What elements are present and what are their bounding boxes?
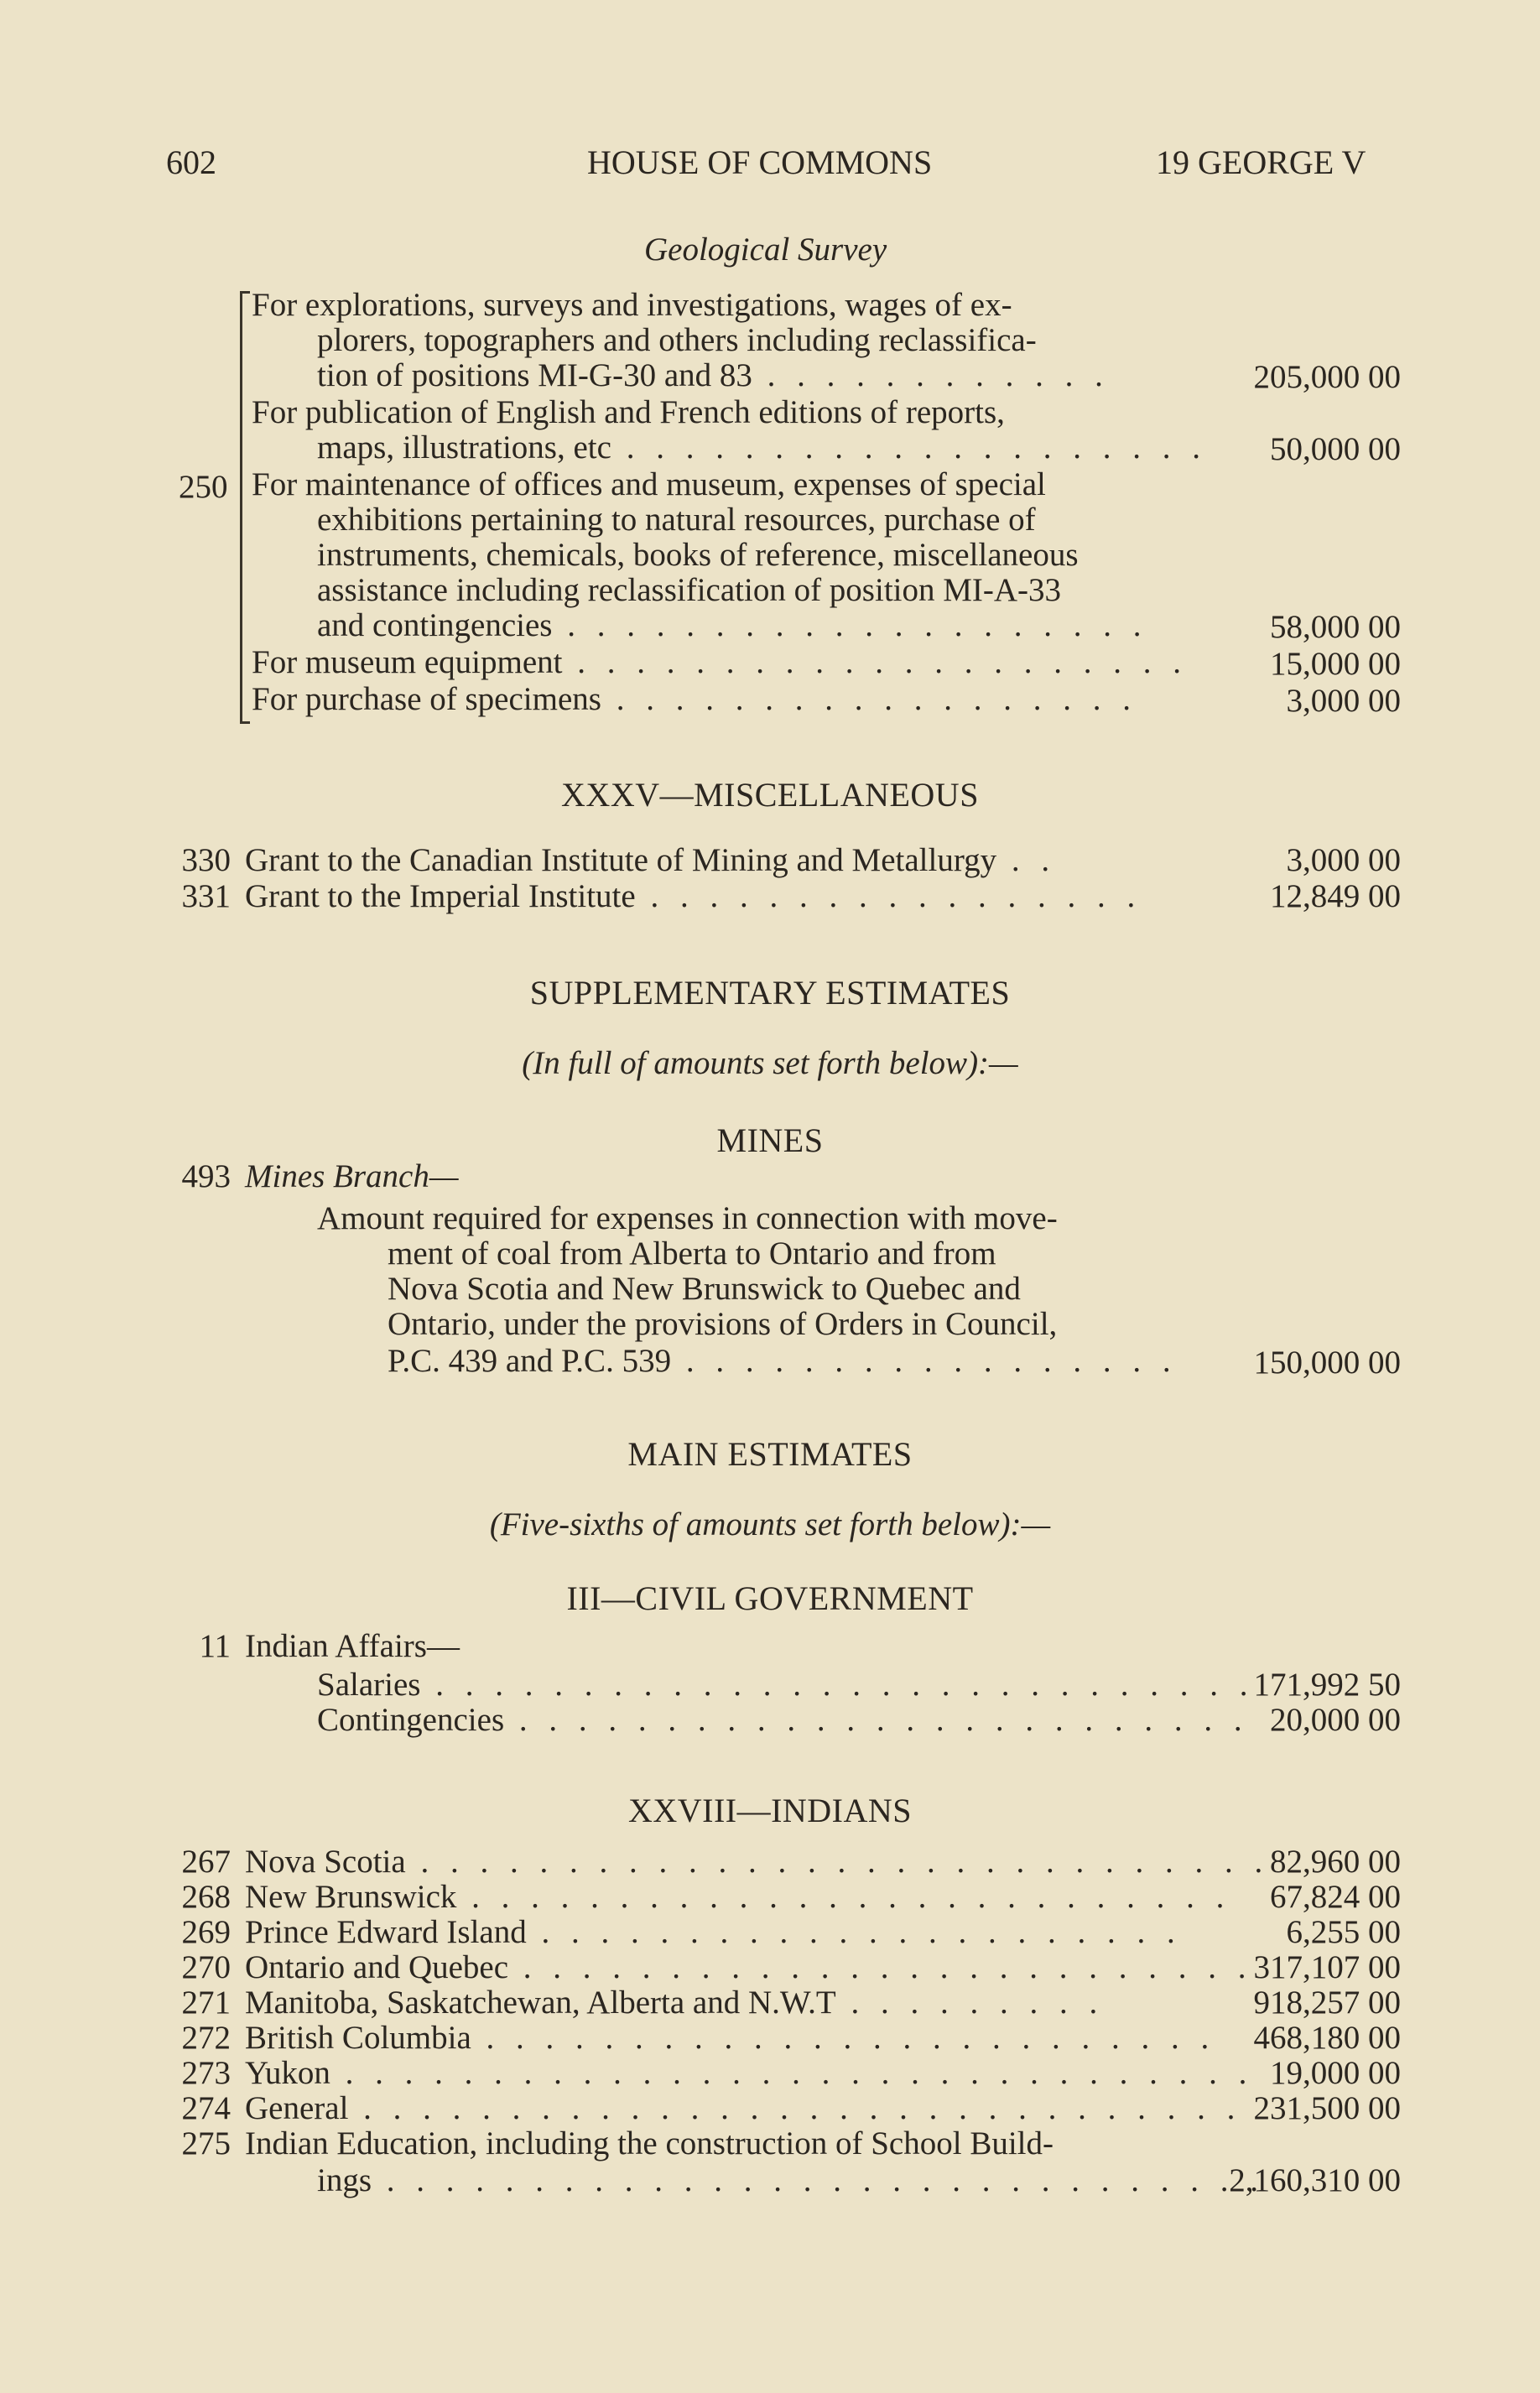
supplementary-subheading: (In full of amounts set forth below):—: [522, 1045, 1018, 1081]
geo-item-3-line-3: instruments, chemicals, books of reference, miscellaneous: [317, 537, 1079, 573]
indians-item-275-line-2: ings . . . . . . . . . . . . . . . . . . . . . . . . . . . . . .: [317, 2162, 1266, 2198]
indians-item-271-number: 271: [181, 1985, 231, 2021]
geo-item-1-amount: 205,000 00: [1253, 359, 1401, 395]
miscellaneous-heading: XXXV—MISCELLANEOUS: [561, 776, 979, 814]
indian-affairs-label: Indian Affairs—: [245, 1628, 460, 1664]
geo-item-4-line-1: For museum equipment . . . . . . . . . . . . . . . . . . . . .: [252, 644, 1188, 680]
geo-item-5-line-1: For purchase of specimens . . . . . . . . . . . . . . . . . .: [252, 681, 1137, 717]
mines-heading: MINES: [716, 1121, 824, 1159]
vote-number-11: 11: [199, 1628, 231, 1664]
mines-line-3: Nova Scotia and New Brunswick to Quebec and: [388, 1271, 1021, 1307]
indians-item-275-number: 275: [181, 2125, 231, 2162]
geological-survey-heading: Geological Survey: [644, 231, 887, 268]
geo-item-2-line-1: For publication of English and French editions of reports,: [252, 394, 1005, 430]
indians-item-270-number: 270: [181, 1949, 231, 1985]
indians-item-270-amount: 317,107 00: [1253, 1949, 1401, 1985]
indians-item-275-amount: 2,160,310 00: [1229, 2162, 1401, 2198]
supplementary-estimates-heading: SUPPLEMENTARY ESTIMATES: [529, 974, 1011, 1012]
indians-item-274-number: 274: [181, 2090, 231, 2126]
indians-item-269-number: 269: [181, 1914, 231, 1950]
indians-item-268-number: 268: [181, 1879, 231, 1915]
salaries-row: Salaries . . . . . . . . . . . . . . . . . . . . . . . . . . . .: [317, 1667, 1255, 1703]
geo-item-1-line-3: tion of positions MI-G-30 and 83 . . . . . . . . . . . .: [317, 357, 1110, 393]
indians-item-275-line-1: Indian Education, including the construction of School Build-: [245, 2125, 1054, 2162]
vote-number-493: 493: [181, 1158, 231, 1194]
misc-item-331-number: 331: [181, 878, 231, 914]
mines-line-1: Amount required for expenses in connection with move-: [317, 1200, 1058, 1236]
main-estimates-subheading: (Five-sixths of amounts set forth below):—: [489, 1506, 1051, 1542]
indians-item-267-text: Nova Scotia . . . . . . . . . . . . . . . . . . . . . . . . . . . . .: [245, 1844, 1270, 1880]
indians-item-267-amount: 82,960 00: [1270, 1844, 1401, 1880]
misc-item-330-amount: 3,000 00: [1286, 842, 1401, 878]
indians-item-272-number: 272: [181, 2020, 231, 2056]
geo-item-2-line-2: maps, illustrations, etc . . . . . . . . . . . . . . . . . . . .: [317, 429, 1207, 466]
geo-item-4-amount: 15,000 00: [1270, 646, 1401, 682]
indians-item-271-amount: 918,257 00: [1253, 1985, 1401, 2021]
geo-item-5-amount: 3,000 00: [1286, 683, 1401, 719]
geo-item-1-line-1: For explorations, surveys and investigations, wages of ex-: [252, 287, 1012, 323]
indians-item-273-number: 273: [181, 2055, 231, 2091]
page-number: 602: [166, 143, 216, 181]
misc-item-330-text: Grant to the Canadian Institute of Mining and Metallurgy . .: [245, 842, 1057, 878]
contingencies-row: Contingencies . . . . . . . . . . . . . . . . . . . . . . . . .: [317, 1702, 1249, 1738]
geo-item-3-line-4: assistance including reclassification of position MI-A-33: [317, 572, 1062, 608]
indians-item-273-text: Yukon . . . . . . . . . . . . . . . . . . . . . . . . . . . . . . .: [245, 2055, 1254, 2091]
regnal-year: 19 GEORGE V: [1156, 143, 1366, 181]
indians-item-268-amount: 67,824 00: [1270, 1879, 1401, 1915]
indians-item-271-text: Manitoba, Saskatchewan, Alberta and N.W.T . . . . . . . . .: [245, 1985, 1105, 2021]
indians-item-272-amount: 468,180 00: [1253, 2020, 1401, 2056]
indians-item-274-text: General . . . . . . . . . . . . . . . . . . . . . . . . . . . . . .: [245, 2090, 1242, 2126]
main-estimates-heading: MAIN ESTIMATES: [627, 1435, 913, 1473]
geo-item-2-amount: 50,000 00: [1270, 431, 1401, 467]
geo-item-3-amount: 58,000 00: [1270, 609, 1401, 645]
civil-government-heading: III—CIVIL GOVERNMENT: [566, 1579, 974, 1617]
geo-item-3-line-5: and contingencies . . . . . . . . . . . . . . . . . . . .: [317, 607, 1148, 643]
mines-line-5: P.C. 439 and P.C. 539 . . . . . . . . . . . . . . . . .: [388, 1343, 1178, 1379]
indians-item-273-amount: 19,000 00: [1270, 2055, 1401, 2091]
misc-item-330-number: 330: [181, 842, 231, 878]
indians-item-272-text: British Columbia . . . . . . . . . . . . . . . . . . . . . . . . .: [245, 2020, 1216, 2056]
indians-item-267-number: 267: [181, 1844, 231, 1880]
mines-branch-label: Mines Branch—: [245, 1158, 459, 1194]
geo-item-3-line-2: exhibitions pertaining to natural resources, purchase of: [317, 502, 1036, 538]
page-title: HOUSE OF COMMONS: [587, 143, 933, 181]
geo-item-3-line-1: For maintenance of offices and museum, expenses of special: [252, 466, 1046, 502]
indians-item-274-amount: 231,500 00: [1253, 2090, 1401, 2126]
mines-amount: 150,000 00: [1253, 1345, 1401, 1381]
misc-item-331-text: Grant to the Imperial Institute . . . . . . . . . . . . . . . . .: [245, 878, 1142, 914]
indians-item-269-text: Prince Edward Island . . . . . . . . . . . . . . . . . . . . . .: [245, 1914, 1182, 1950]
mines-line-4: Ontario, under the provisions of Orders in Council,: [388, 1306, 1058, 1342]
geo-item-1-line-2: plorers, topographers and others including reclassifica-: [317, 322, 1037, 358]
indians-item-269-amount: 6,255 00: [1286, 1914, 1401, 1950]
contingencies-amount: 20,000 00: [1270, 1702, 1401, 1738]
indians-heading: XXVIII—INDIANS: [627, 1792, 913, 1829]
misc-item-331-amount: 12,849 00: [1270, 878, 1401, 914]
salaries-amount: 171,992 50: [1253, 1667, 1401, 1703]
indians-item-268-text: New Brunswick . . . . . . . . . . . . . . . . . . . . . . . . . .: [245, 1879, 1231, 1915]
indians-item-270-text: Ontario and Quebec . . . . . . . . . . . . . . . . . . . . . . . . .: [245, 1949, 1253, 1985]
vote-number-250: 250: [179, 469, 228, 505]
mines-line-2: ment of coal from Alberta to Ontario and from: [388, 1236, 996, 1272]
